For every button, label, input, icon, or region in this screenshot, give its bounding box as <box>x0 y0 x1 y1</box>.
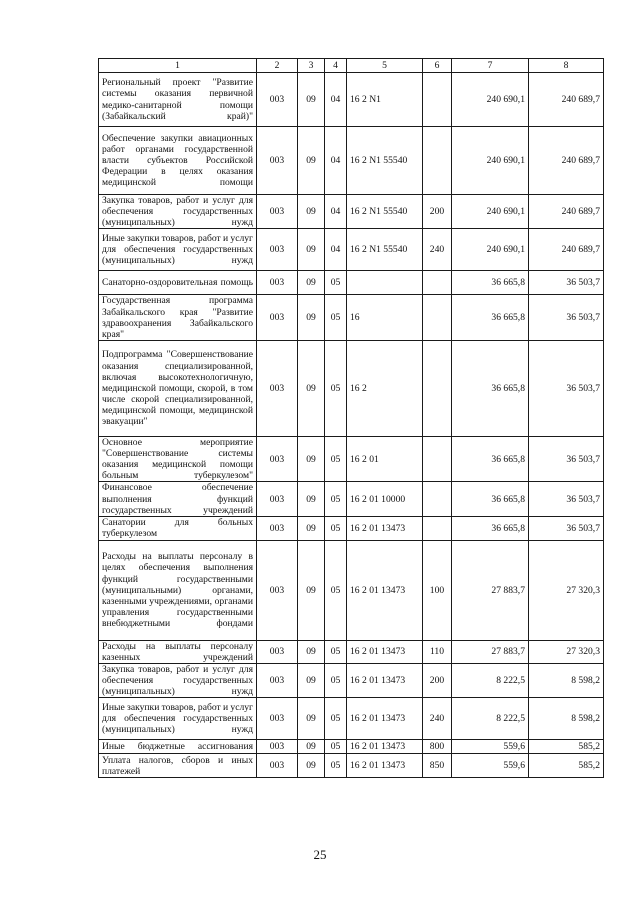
code-subsection: 05 <box>325 295 347 341</box>
amount-2021: 559,6 <box>452 740 529 754</box>
amount-2021: 240 690,1 <box>452 229 529 271</box>
code-admin: 003 <box>257 698 298 740</box>
code-section: 09 <box>298 229 325 271</box>
code-subsection: 04 <box>325 195 347 229</box>
row-name: Санаторно-оздоровительная помощь <box>99 271 257 295</box>
table-row <box>99 127 604 195</box>
code-admin: 003 <box>257 754 298 778</box>
code-target: 16 2 N1 <box>347 73 423 127</box>
row-name: Расходы на выплаты персоналу казенных учреждений <box>99 640 257 663</box>
amount-2022: 36 503,7 <box>529 340 604 436</box>
column-header: 1 <box>99 59 257 73</box>
code-subsection: 04 <box>325 229 347 271</box>
code-expense-type <box>423 436 452 482</box>
code-expense-type: 200 <box>423 664 452 698</box>
column-header: 7 <box>452 59 529 73</box>
code-subsection: 04 <box>325 73 347 127</box>
code-section: 09 <box>298 516 325 540</box>
code-section: 09 <box>298 271 325 295</box>
amount-2022: 27 320,3 <box>529 540 604 640</box>
column-header: 8 <box>529 59 604 73</box>
code-subsection: 05 <box>325 271 347 295</box>
table-header-row <box>99 59 604 73</box>
row-name: Подпрограмма "Совершенствование оказания специализированной, включая высокотехнологичную, медицинской помощи, скорой, в том числе скорой специализированной, медицинской помощи, медицинской эвакуации" <box>99 340 257 436</box>
code-expense-type <box>423 340 452 436</box>
table-row <box>99 436 604 482</box>
amount-2021: 27 883,7 <box>452 540 529 640</box>
amount-2022: 240 689,7 <box>529 73 604 127</box>
page-number: 25 <box>313 847 327 862</box>
amount-2022: 27 320,3 <box>529 640 604 663</box>
column-header: 5 <box>347 59 423 73</box>
amount-2022: 240 689,7 <box>529 195 604 229</box>
code-section: 09 <box>298 127 325 195</box>
code-admin: 003 <box>257 127 298 195</box>
table-row <box>99 516 604 540</box>
row-name: Закупка товаров, работ и услуг для обеспечения государственных (муниципальных) нужд <box>99 195 257 229</box>
code-admin: 003 <box>257 516 298 540</box>
code-expense-type <box>423 73 452 127</box>
code-section: 09 <box>298 740 325 754</box>
code-admin: 003 <box>257 195 298 229</box>
amount-2021: 559,6 <box>452 754 529 778</box>
code-target: 16 2 01 13473 <box>347 740 423 754</box>
table-row <box>99 698 604 740</box>
code-target: 16 2 01 13473 <box>347 640 423 663</box>
amount-2021: 36 665,8 <box>452 436 529 482</box>
code-subsection: 05 <box>325 740 347 754</box>
row-name: Основное мероприятие "Совершенствование системы оказания медицинской помощи больным туберкулезом" <box>99 436 257 482</box>
code-expense-type <box>423 482 452 516</box>
row-name: Санатории для больных туберкулезом <box>99 516 257 540</box>
code-section: 09 <box>298 754 325 778</box>
code-expense-type <box>423 516 452 540</box>
code-expense-type <box>423 295 452 341</box>
table-row <box>99 482 604 516</box>
amount-2022: 36 503,7 <box>529 295 604 341</box>
table-row <box>99 664 604 698</box>
amount-2022: 36 503,7 <box>529 271 604 295</box>
table-row <box>99 271 604 295</box>
code-admin: 003 <box>257 482 298 516</box>
code-target: 16 2 N1 55540 <box>347 229 423 271</box>
row-name: Иные бюджетные ассигнования <box>99 740 257 754</box>
column-header: 3 <box>298 59 325 73</box>
amount-2021: 240 690,1 <box>452 195 529 229</box>
code-section: 09 <box>298 664 325 698</box>
row-name: Региональный проект "Развитие системы оказания первичной медико-санитарной помощи (Забайкальский край)" <box>99 73 257 127</box>
amount-2022: 8 598,2 <box>529 664 604 698</box>
code-target: 16 2 01 13473 <box>347 516 423 540</box>
code-subsection: 04 <box>325 127 347 195</box>
amount-2022: 240 689,7 <box>529 127 604 195</box>
code-admin: 003 <box>257 436 298 482</box>
table-row <box>99 340 604 436</box>
row-name: Обеспечение закупки авиационных работ органами государственной власти субъектов Российской Федерации в целях оказания медицинской помощи <box>99 127 257 195</box>
code-admin: 003 <box>257 664 298 698</box>
code-expense-type: 200 <box>423 195 452 229</box>
row-name: Финансовое обеспечение выполнения функций государственных учреждений <box>99 482 257 516</box>
code-target: 16 2 01 13473 <box>347 664 423 698</box>
code-expense-type: 240 <box>423 698 452 740</box>
table-row <box>99 740 604 754</box>
code-expense-type: 800 <box>423 740 452 754</box>
code-section: 09 <box>298 295 325 341</box>
code-subsection: 05 <box>325 516 347 540</box>
amount-2021: 36 665,8 <box>452 271 529 295</box>
amount-2021: 36 665,8 <box>452 295 529 341</box>
amount-2021: 240 690,1 <box>452 73 529 127</box>
code-admin: 003 <box>257 640 298 663</box>
code-target: 16 2 01 13473 <box>347 754 423 778</box>
amount-2021: 36 665,8 <box>452 516 529 540</box>
code-subsection: 05 <box>325 540 347 640</box>
code-section: 09 <box>298 73 325 127</box>
code-section: 09 <box>298 640 325 663</box>
amount-2022: 585,2 <box>529 754 604 778</box>
code-target: 16 2 <box>347 340 423 436</box>
table-row <box>99 540 604 640</box>
code-target: 16 2 N1 55540 <box>347 127 423 195</box>
code-target: 16 2 01 13473 <box>347 540 423 640</box>
table-row <box>99 195 604 229</box>
code-target: 16 2 N1 55540 <box>347 195 423 229</box>
code-expense-type: 240 <box>423 229 452 271</box>
column-header: 4 <box>325 59 347 73</box>
code-expense-type: 100 <box>423 540 452 640</box>
budget-table <box>98 58 604 778</box>
code-section: 09 <box>298 340 325 436</box>
code-subsection: 05 <box>325 482 347 516</box>
code-section: 09 <box>298 482 325 516</box>
code-subsection: 05 <box>325 640 347 663</box>
amount-2022: 8 598,2 <box>529 698 604 740</box>
code-target: 16 2 01 13473 <box>347 698 423 740</box>
amount-2021: 8 222,5 <box>452 664 529 698</box>
column-header: 2 <box>257 59 298 73</box>
code-admin: 003 <box>257 340 298 436</box>
table-row <box>99 73 604 127</box>
row-name: Государственная программа Забайкальского края "Развитие здравоохранения Забайкальского края" <box>99 295 257 341</box>
code-target <box>347 271 423 295</box>
code-admin: 003 <box>257 295 298 341</box>
code-admin: 003 <box>257 73 298 127</box>
amount-2021: 36 665,8 <box>452 482 529 516</box>
row-name: Уплата налогов, сборов и иных платежей <box>99 754 257 778</box>
code-target: 16 2 01 10000 <box>347 482 423 516</box>
code-subsection: 05 <box>325 664 347 698</box>
code-subsection: 05 <box>325 698 347 740</box>
row-name: Закупка товаров, работ и услуг для обеспечения государственных (муниципальных) нужд <box>99 664 257 698</box>
amount-2021: 240 690,1 <box>452 127 529 195</box>
code-subsection: 05 <box>325 340 347 436</box>
code-admin: 003 <box>257 229 298 271</box>
code-expense-type: 110 <box>423 640 452 663</box>
code-section: 09 <box>298 436 325 482</box>
code-expense-type: 850 <box>423 754 452 778</box>
table-body <box>99 73 604 778</box>
amount-2022: 36 503,7 <box>529 516 604 540</box>
amount-2022: 585,2 <box>529 740 604 754</box>
code-subsection: 05 <box>325 436 347 482</box>
code-subsection: 05 <box>325 754 347 778</box>
code-admin: 003 <box>257 540 298 640</box>
table-row <box>99 754 604 778</box>
amount-2022: 36 503,7 <box>529 436 604 482</box>
amount-2021: 8 222,5 <box>452 698 529 740</box>
table-row <box>99 229 604 271</box>
column-header: 6 <box>423 59 452 73</box>
table-row <box>99 640 604 663</box>
code-section: 09 <box>298 540 325 640</box>
amount-2021: 27 883,7 <box>452 640 529 663</box>
row-name: Иные закупки товаров, работ и услуг для обеспечения государственных (муниципальных) нужд <box>99 698 257 740</box>
code-section: 09 <box>298 698 325 740</box>
amount-2022: 240 689,7 <box>529 229 604 271</box>
code-target: 16 2 01 <box>347 436 423 482</box>
table-row <box>99 295 604 341</box>
code-admin: 003 <box>257 740 298 754</box>
code-admin: 003 <box>257 271 298 295</box>
amount-2022: 36 503,7 <box>529 482 604 516</box>
code-target: 16 <box>347 295 423 341</box>
row-name: Иные закупки товаров, работ и услуг для обеспечения государственных (муниципальных) нужд <box>99 229 257 271</box>
amount-2021: 36 665,8 <box>452 340 529 436</box>
code-section: 09 <box>298 195 325 229</box>
code-expense-type <box>423 271 452 295</box>
row-name: Расходы на выплаты персоналу в целях обеспечения выполнения функций государственными (муниципальными) органами, казенными учреждениями, органами управления государственными внебюджетными фондами <box>99 540 257 640</box>
code-expense-type <box>423 127 452 195</box>
